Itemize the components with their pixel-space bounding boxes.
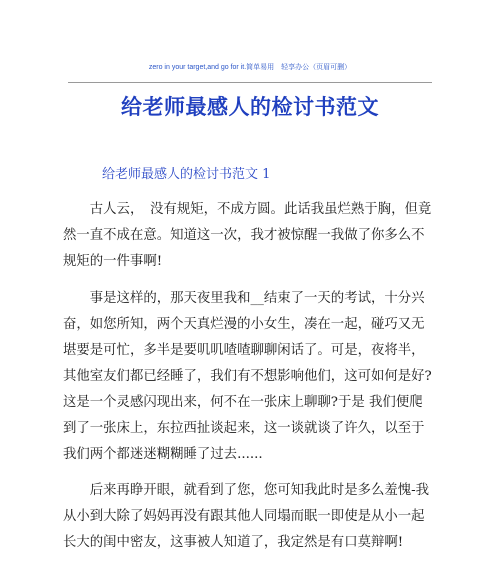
text-line: 奋，如您所知，两个天真烂漫的小女生，凑在一起，碰巧又无 xyxy=(63,317,425,332)
text-line: 到了一张床上，东拉西扯谈起来，这一谈就谈了许久，以至于 xyxy=(63,421,425,436)
text-line: 长大的闺中密友，这事被人知道了，我定然是有口莫辩啊! xyxy=(63,535,404,550)
section-title: 给老师最感人的检讨书范文 1 xyxy=(102,167,271,182)
text-line: 堪要是可忙，多半是要叽叽喳喳聊聊闲话了。可是，夜将半， xyxy=(63,343,425,358)
text-line: 古人云， 没有规矩，不成方圆。此话我虽烂熟于胸，但竟 xyxy=(63,202,432,217)
document-title: 给老师最感人的检讨书范文 xyxy=(121,94,379,119)
text-line: 后来再睁开眼，就看到了您，您可知我此时是多么羞愧-我 xyxy=(63,483,430,498)
page-header-tagline: zero in your target,and go for it.简单易用 轻享办公（页眉可删） xyxy=(148,64,352,71)
header-divider xyxy=(68,82,432,83)
text-line: 从小到大除了妈妈再没有跟其他人同塌而眠一即使是从小一起 xyxy=(63,509,425,524)
paragraph-1 xyxy=(63,197,438,275)
text-line: 规矩的一件事啊! xyxy=(63,254,163,269)
paragraph-2 xyxy=(63,286,438,468)
text-line: 事是这样的，那天夜里我和__结束了一天的考试，十分兴 xyxy=(63,291,425,306)
text-line: 这是一个灵感闪现出来，何不在一张床上聊聊?于是 我们便爬 xyxy=(63,395,423,410)
paragraph-3 xyxy=(63,478,438,556)
text-line: 其他室友们都已经睡了，我们有不想影响他们，这可如何是好? xyxy=(63,369,432,384)
text-line: 然一直不成在意。知道这一次，我才被惊醒一我做了你多么不 xyxy=(63,228,425,243)
text-line: 我们两个都迷迷糊糊睡了过去...... xyxy=(63,447,263,462)
